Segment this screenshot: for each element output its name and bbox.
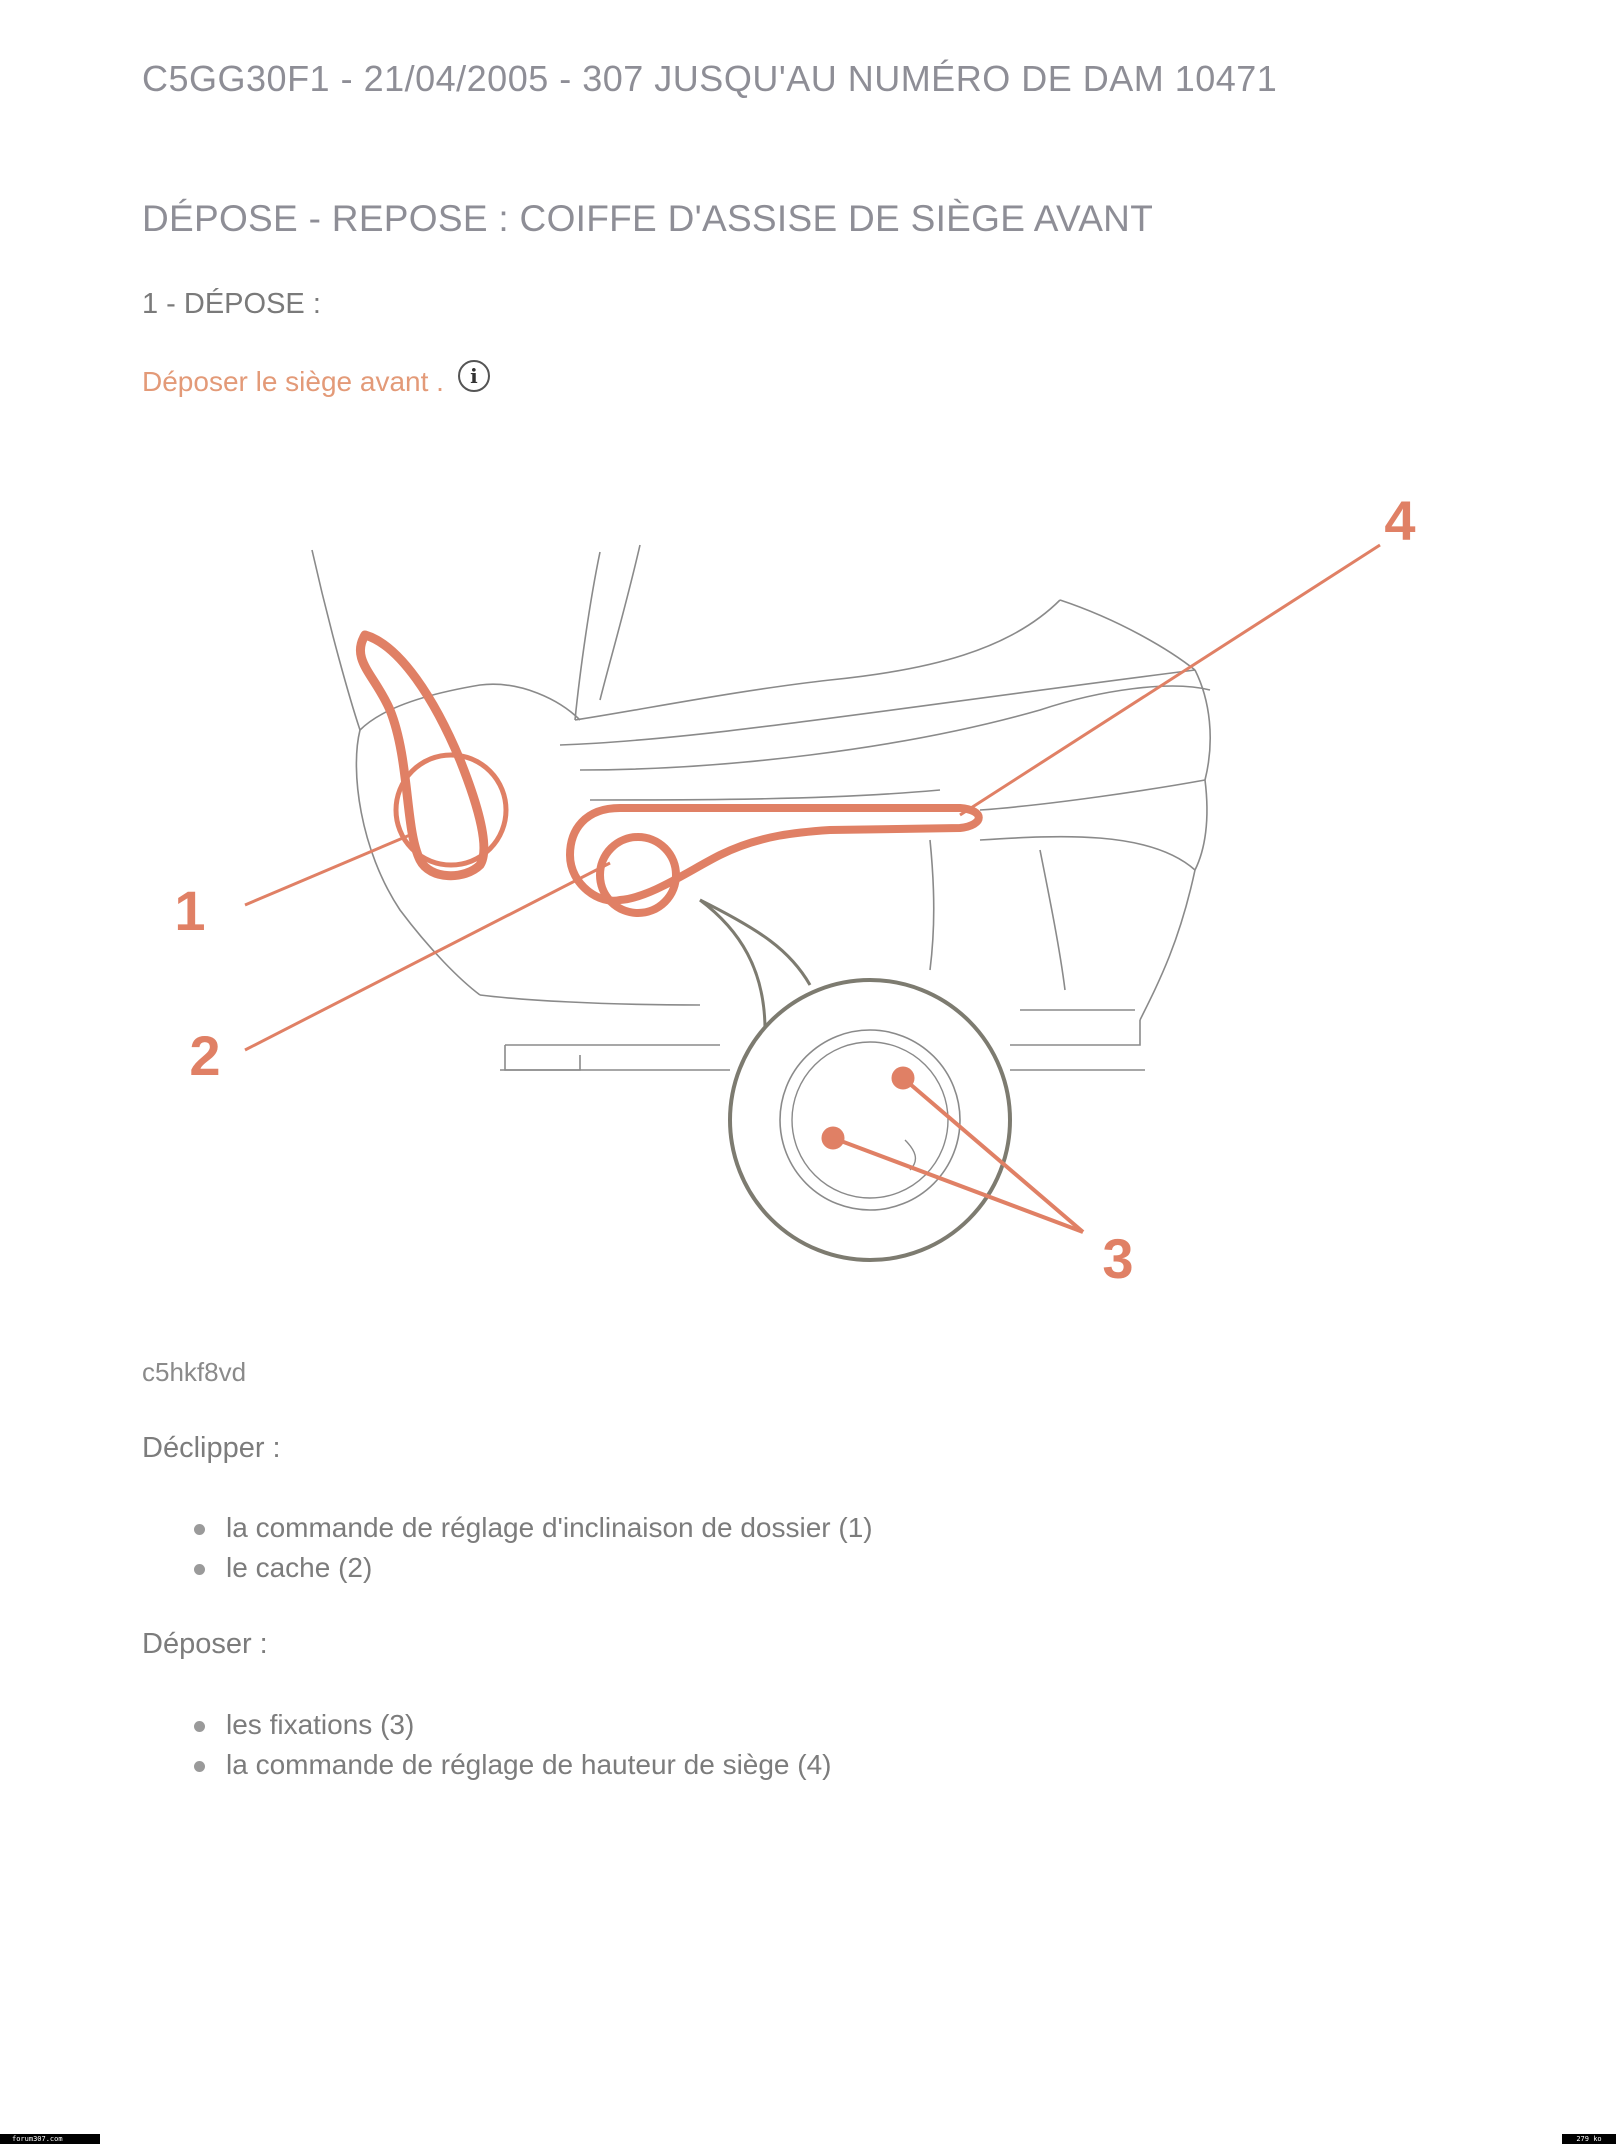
footer-source-label: forum307.com	[0, 2134, 100, 2144]
unclip-list	[188, 1508, 873, 1588]
footer-size-label: 279 ko	[1562, 2134, 1616, 2144]
prerequisite-line	[142, 366, 490, 398]
callout-number-1: 1	[174, 879, 206, 942]
bullet-icon	[194, 1761, 205, 1772]
list-item: les fixations (3)	[188, 1705, 832, 1745]
bullet-icon	[194, 1721, 205, 1732]
callout-number-3: 3	[1102, 1227, 1134, 1290]
list-item: le cache (2)	[188, 1548, 873, 1588]
prerequisite-link[interactable]: Déposer le siège avant .	[142, 366, 444, 397]
figure-reference-code: c5hkf8vd	[142, 1357, 247, 1387]
remove-list	[188, 1705, 832, 1785]
seat-diagram	[0, 470, 1616, 1320]
step-label-unclip: Déclipper :	[142, 1432, 281, 1464]
detail-magnifier	[700, 900, 1010, 1260]
info-circle-icon[interactable]: i	[458, 360, 490, 392]
bullet-icon	[194, 1524, 205, 1535]
callout-number-4: 4	[1384, 489, 1416, 552]
page-title: DÉPOSE - REPOSE : COIFFE D'ASSISE DE SIÈGE AVANT	[142, 198, 1154, 239]
cover-callout	[245, 837, 676, 1050]
step-label-remove: Déposer :	[142, 1628, 268, 1660]
list-item: la commande de réglage d'inclinaison de dossier (1)	[188, 1508, 873, 1548]
section-title: 1 - DÉPOSE :	[142, 288, 321, 320]
callout-number-2: 2	[189, 1024, 221, 1087]
document-reference-header: C5GG30F1 - 21/04/2005 - 307 JUSQU'AU NUMÉRO DE DAM 10471	[142, 58, 1278, 99]
bullet-icon	[194, 1564, 205, 1575]
list-item: la commande de réglage de hauteur de siège (4)	[188, 1745, 832, 1785]
height-lever-callout	[570, 545, 1380, 901]
